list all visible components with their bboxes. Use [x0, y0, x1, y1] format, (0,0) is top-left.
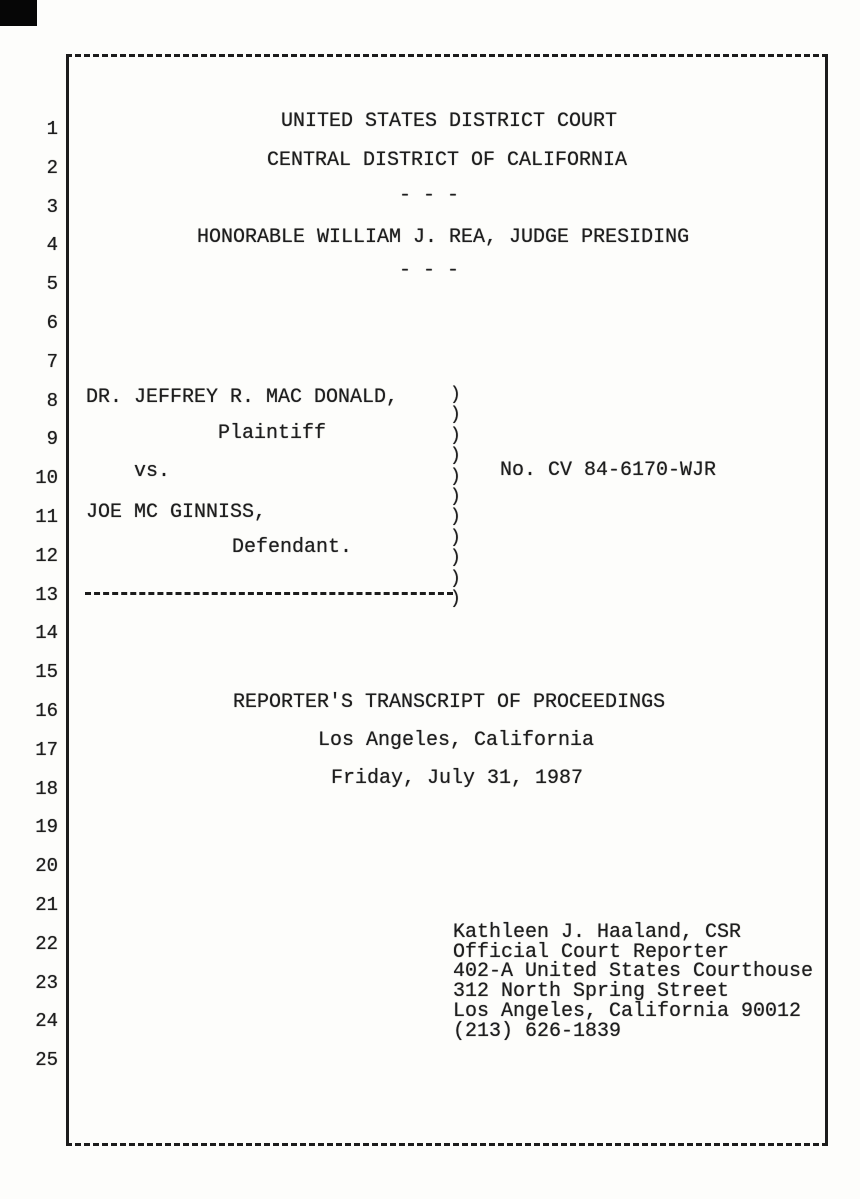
line-number: 7: [46, 350, 58, 373]
line-number: 21: [35, 894, 58, 916]
line-number: 20: [35, 855, 58, 878]
line-number: 2: [46, 156, 58, 179]
line-number: 6: [46, 312, 58, 334]
line-number: 23: [35, 971, 58, 994]
transcript-title: REPORTER'S TRANSCRIPT OF PROCEEDINGS: [233, 691, 666, 714]
line-number: 1: [46, 118, 58, 140]
caption-paren: ): [450, 589, 461, 609]
line-number: 8: [46, 389, 58, 412]
defendant-name: JOE MC GINNISS,: [86, 501, 267, 524]
transcript-location: Los Angeles, California: [318, 729, 595, 752]
caption-paren: ): [450, 425, 461, 446]
line-number: 18: [35, 777, 58, 800]
reporter-info-line: Official Court Reporter: [453, 940, 730, 964]
line-number: 13: [35, 583, 58, 606]
line-number: 10: [35, 467, 58, 490]
line-number: 9: [46, 428, 58, 451]
case-number: No. CV 84-6170-WJR: [500, 459, 717, 482]
line-number: 22: [35, 932, 58, 955]
reporter-info-line: Los Angeles, California 90012: [453, 999, 802, 1023]
line-number: 16: [35, 700, 58, 722]
line-number: 25: [35, 1049, 58, 1072]
scan-artifact-corner: [0, 0, 37, 26]
reporter-info-line: 312 North Spring Street: [453, 980, 730, 1004]
line-number: 12: [35, 544, 58, 567]
line-number: 11: [35, 506, 58, 528]
separator-dashes: - - -: [399, 259, 460, 282]
transcript-date: Friday, July 31, 1987: [331, 767, 584, 790]
caption-paren: ): [450, 507, 461, 528]
reporter-info-line: Kathleen J. Haaland, CSR: [453, 921, 742, 944]
defendant-label: Defendant.: [232, 536, 353, 559]
judge-presiding-line: HONORABLE WILLIAM J. REA, JUDGE PRESIDING: [197, 226, 690, 249]
separator-dashes: - - -: [399, 184, 460, 207]
caption-paren: ): [450, 527, 461, 548]
caption-paren: ): [450, 487, 461, 507]
caption-paren: ): [450, 548, 461, 569]
plaintiff-label: Plaintiff: [218, 422, 327, 445]
caption-paren: ): [450, 568, 461, 589]
line-number: 17: [35, 738, 58, 761]
caption-underline: [85, 592, 453, 595]
line-number: 3: [46, 195, 58, 218]
line-number: 14: [35, 622, 58, 645]
line-number: 4: [46, 234, 58, 257]
line-number: 24: [35, 1010, 58, 1033]
court-name: UNITED STATES DISTRICT COURT: [281, 110, 618, 133]
line-number: 5: [46, 273, 58, 296]
reporter-info-line: (213) 626-1839: [453, 1019, 622, 1043]
line-number: 15: [35, 661, 58, 684]
caption-paren: ): [450, 466, 461, 487]
caption-paren: ): [450, 446, 461, 467]
reporter-info-line: 402-A United States Courthouse: [453, 960, 814, 984]
caption-paren: ): [450, 385, 461, 405]
versus-label: vs.: [134, 460, 171, 483]
line-number: 19: [35, 816, 58, 839]
plaintiff-name: DR. JEFFREY R. MAC DONALD,: [86, 386, 399, 409]
caption-paren: ): [450, 405, 461, 426]
district-name: CENTRAL DISTRICT OF CALIFORNIA: [267, 149, 628, 172]
